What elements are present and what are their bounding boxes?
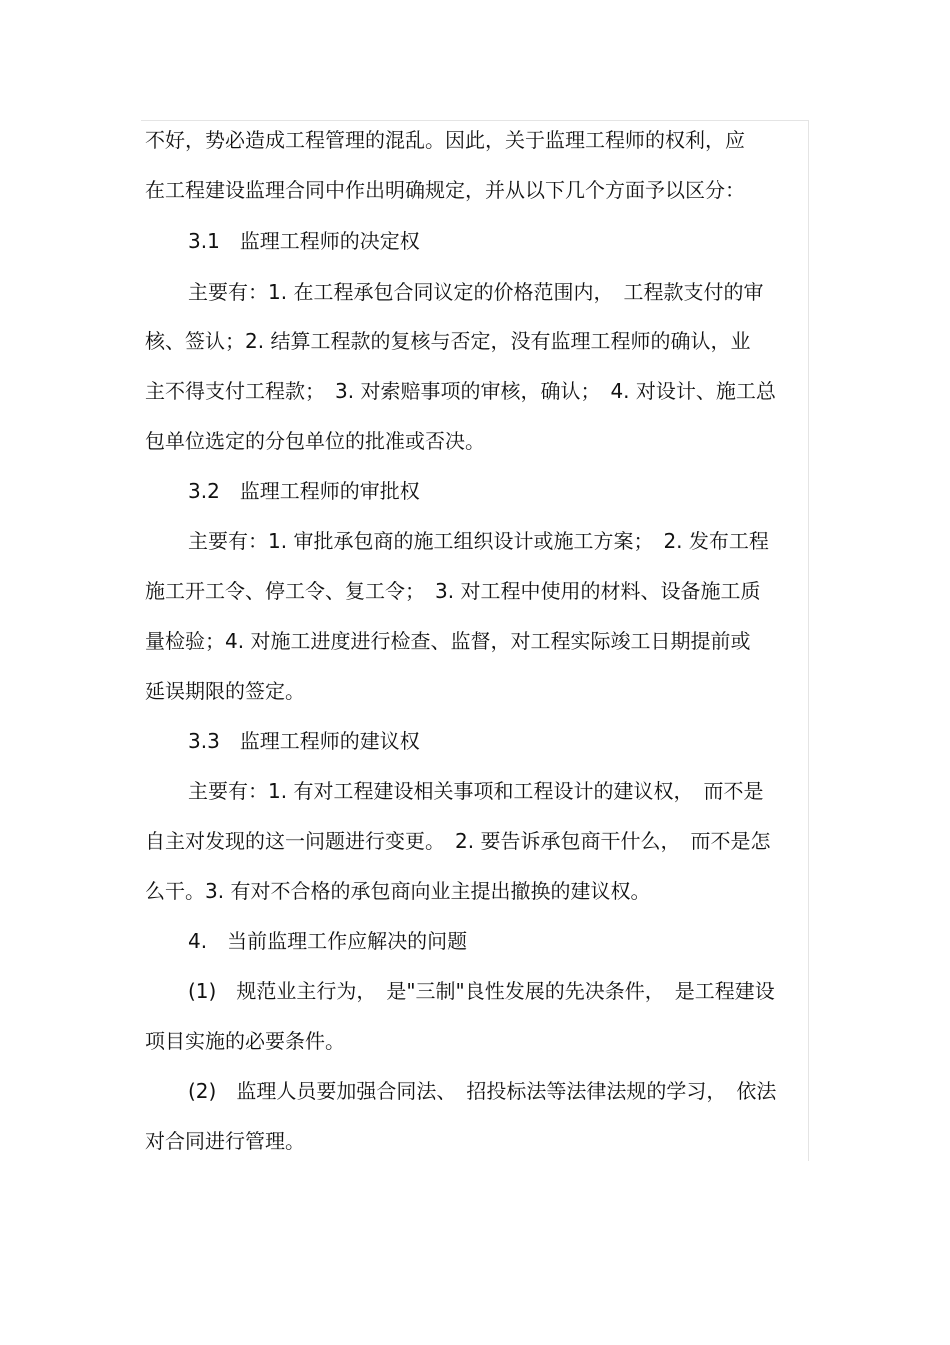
body-line: 对合同进行管理。 bbox=[145, 1129, 305, 1153]
body-line: 不好，势必造成工程管理的混乱。因此，关于监理工程师的权利，应 bbox=[145, 128, 745, 152]
body-line: 主不得支付工程款； 3. 对索赔事项的审核，确认； 4. 对设计、施工总 bbox=[145, 379, 776, 403]
section-heading-4: 4. 当前监理工作应解决的问题 bbox=[188, 929, 468, 953]
body-line: 量检验；4. 对施工进度进行检查、监督，对工程实际竣工日期提前或 bbox=[145, 629, 751, 653]
body-line: 自主对发现的这一问题进行变更。 2. 要告诉承包商干什么， 而不是怎 bbox=[145, 829, 771, 853]
body-line: 主要有：1. 在工程承包合同议定的价格范围内， 工程款支付的审 bbox=[188, 280, 764, 304]
section-heading-3-3: 3.3 监理工程师的建议权 bbox=[188, 729, 420, 753]
section-heading-3-2: 3.2 监理工程师的审批权 bbox=[188, 479, 420, 503]
body-line: 主要有：1. 审批承包商的施工组织设计或施工方案； 2. 发布工程 bbox=[188, 529, 769, 553]
body-line: 在工程建设监理合同中作出明确规定，并从以下几个方面予以区分： bbox=[145, 178, 745, 202]
section-heading-3-1: 3.1 监理工程师的决定权 bbox=[188, 229, 420, 253]
body-line: 么干。3. 有对不合格的承包商向业主提出撤换的建议权。 bbox=[145, 879, 651, 903]
body-line: 主要有：1. 有对工程建设相关事项和工程设计的建议权， 而不是 bbox=[188, 779, 764, 803]
body-line: 包单位选定的分包单位的批准或否决。 bbox=[145, 429, 485, 453]
body-line: (2) 监理人员要加强合同法、 招投标法等法律法规的学习， 依法 bbox=[188, 1079, 777, 1103]
body-line: 核、签认；2. 结算工程款的复核与否定，没有监理工程师的确认，业 bbox=[145, 329, 751, 353]
body-line: 项目实施的必要条件。 bbox=[145, 1029, 345, 1053]
body-line: 施工开工令、停工令、复工令； 3. 对工程中使用的材料、设备施工质 bbox=[145, 579, 761, 603]
body-line: 延误期限的签定。 bbox=[145, 679, 305, 703]
body-line: (1) 规范业主行为， 是"三制"良性发展的先决条件， 是工程建设 bbox=[188, 979, 775, 1003]
